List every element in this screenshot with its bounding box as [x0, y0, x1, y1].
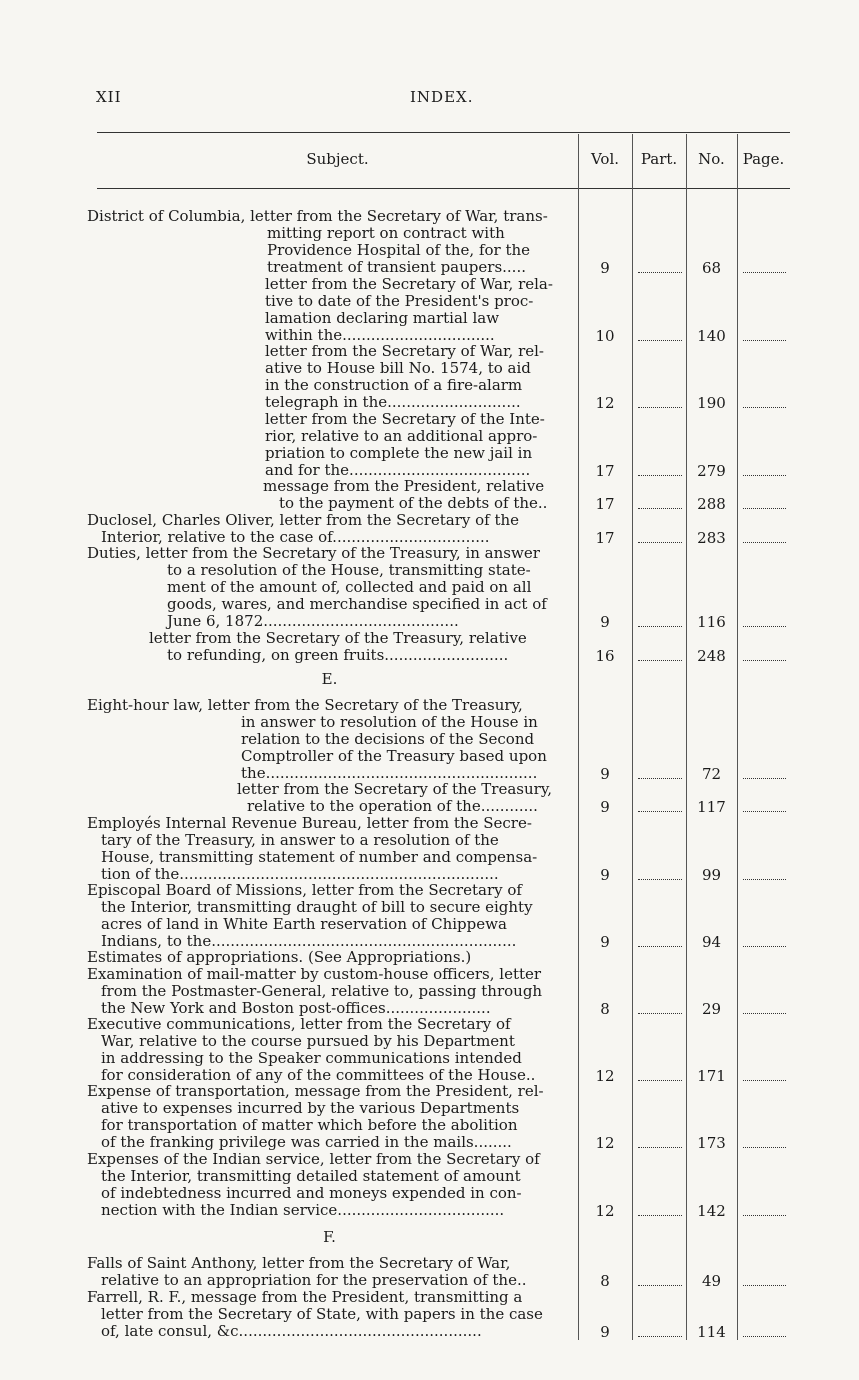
entry-line: rior, relative to an additional appro-: [265, 428, 538, 445]
entry-line: ative to expenses incurred by the various Departments: [101, 1100, 520, 1117]
entry-line: the Interior, transmitting draught of bill to secure eighty: [101, 899, 533, 916]
index-entry: [87, 208, 572, 276]
dot-leader: [743, 406, 786, 408]
entry-line: priation to complete the new jail in: [265, 445, 533, 462]
entry-line: June 6, 1872.........................................: [167, 613, 459, 630]
dot-leader: [743, 945, 786, 947]
dot-leader: [638, 810, 682, 812]
dot-leader: [743, 1335, 786, 1337]
dot-leader: [743, 878, 786, 880]
index-entry: [87, 545, 572, 630]
entry-line: to the payment of the debts of the..: [279, 495, 548, 512]
entry-line: message from the President, relative: [263, 478, 545, 495]
dot-leader: [638, 406, 682, 408]
entry-line: Interior, relative to the case of.................................: [101, 529, 490, 546]
dot-leader: [743, 474, 786, 476]
index-entry: [87, 478, 572, 512]
entry-line: Duclosel, Charles Oliver, letter from the Secretary of the: [87, 512, 520, 529]
dot-leader: [743, 271, 786, 273]
entry-line: in the construction of a fire-alarm: [265, 377, 523, 394]
vol-value: 12: [595, 1067, 615, 1085]
dot-leader: [638, 271, 682, 273]
index-entry: [87, 1255, 572, 1289]
entry-line: mitting report on contract with: [267, 225, 505, 242]
entry-line: in addressing to the Speaker communications intended: [101, 1050, 522, 1067]
entry-line: relative to the operation of the............: [247, 798, 538, 815]
entry-line: telegraph in the............................: [265, 394, 521, 411]
dot-leader: [638, 1284, 682, 1286]
index-entry: [87, 882, 572, 950]
dot-leader: [743, 339, 786, 341]
vol-value: 17: [595, 462, 615, 480]
no-value: 114: [697, 1323, 726, 1341]
dot-leader: [743, 659, 786, 661]
entry-line: relation to the decisions of the Second: [241, 731, 535, 748]
no-value: 142: [697, 1202, 726, 1220]
vol-value: 9: [600, 613, 610, 631]
section-letter: E.: [321, 670, 338, 688]
vol-value: 12: [595, 1134, 615, 1152]
no-value: 29: [701, 1000, 722, 1018]
vol-value: 10: [595, 327, 615, 345]
entry-line: letter from the Secretary of War, rela-: [265, 276, 553, 293]
vol-value: 9: [600, 933, 610, 951]
entry-line: letter from the Secretary of the Treasury, relative: [149, 630, 527, 647]
vol-value: 9: [600, 765, 610, 783]
entry-line: to a resolution of the House, transmitting state-: [167, 562, 531, 579]
dot-leader: [638, 777, 682, 779]
entry-line: for consideration of any of the committees of the House..: [101, 1067, 536, 1084]
entry-line: of the franking privilege was carried in the mails........: [101, 1134, 512, 1151]
column-divider: [686, 134, 687, 1340]
dot-leader: [743, 1012, 786, 1014]
entry-line: the.........................................................: [241, 765, 538, 782]
column-header-no: No.: [698, 150, 725, 168]
dot-leader: [638, 878, 682, 880]
column-header-page: Page.: [742, 150, 785, 168]
section-letter: F.: [323, 1228, 336, 1246]
vol-value: 12: [595, 394, 615, 412]
dot-leader: [743, 1079, 786, 1081]
column-divider: [578, 134, 579, 1340]
entry-line: within the................................: [265, 327, 495, 344]
column-divider: [632, 134, 633, 1340]
entry-line: ative to House bill No. 1574, to aid: [265, 360, 531, 377]
column-header-vol: Vol.: [590, 150, 620, 168]
vol-value: 12: [595, 1202, 615, 1220]
dot-leader: [638, 625, 682, 627]
dot-leader: [638, 474, 682, 476]
entry-line: Expense of transportation, message from the President, rel-: [87, 1083, 544, 1100]
index-entry: [87, 781, 572, 815]
entry-line: the Interior, transmitting detailed statement of amount: [101, 1168, 521, 1185]
vol-value: 9: [600, 798, 610, 816]
index-entry: [87, 1289, 572, 1340]
index-entry: [87, 630, 572, 664]
dot-leader: [638, 1012, 682, 1014]
entry-line: District of Columbia, letter from the Secretary of War, trans-: [87, 208, 548, 225]
index-entry: [87, 1083, 572, 1151]
entry-line: of indebtedness incurred and moneys expended in con-: [101, 1185, 522, 1202]
index-entry: [87, 949, 572, 966]
entry-line: to refunding, on green fruits..........................: [167, 647, 509, 664]
entry-line: acres of land in White Earth reservation of Chippewa: [101, 916, 507, 933]
table-top-rule: [97, 132, 790, 133]
entry-line: letter from the Secretary of State, with papers in the case: [101, 1306, 543, 1323]
no-value: 190: [697, 394, 726, 412]
entry-line: tion of the...................................................................: [101, 866, 499, 883]
index-entry: [87, 1151, 572, 1219]
entry-line: Estimates of appropriations. (See Appropriations.): [87, 949, 472, 966]
dot-leader: [743, 507, 786, 509]
entry-line: Comptroller of the Treasury based upon: [241, 748, 547, 765]
no-value: 140: [697, 327, 726, 345]
vol-value: 9: [600, 259, 610, 277]
dot-leader: [638, 507, 682, 509]
entry-line: Providence Hospital of the, for the: [267, 242, 531, 259]
entry-line: Employés Internal Revenue Bureau, letter from the Secre-: [87, 815, 532, 832]
entry-line: War, relative to the course pursued by his Department: [101, 1033, 515, 1050]
index-entry: [87, 815, 572, 883]
index-entry: [87, 697, 572, 782]
dot-leader: [743, 777, 786, 779]
dot-leader: [638, 659, 682, 661]
dot-leader: [743, 541, 786, 543]
entry-line: the New York and Boston post-offices......................: [101, 1000, 491, 1017]
vol-value: 8: [600, 1272, 610, 1290]
entry-line: treatment of transient paupers.....: [267, 259, 526, 276]
entry-line: letter from the Secretary of the Inte-: [265, 411, 545, 428]
entry-line: Duties, letter from the Secretary of the Treasury, in answer: [87, 545, 540, 562]
dot-leader: [638, 1335, 682, 1337]
no-value: 288: [697, 495, 726, 513]
no-value: 94: [701, 933, 722, 951]
entry-line: Episcopal Board of Missions, letter from the Secretary of: [87, 882, 522, 899]
entry-line: Indians, to the................................................................: [101, 933, 517, 950]
no-value: 279: [697, 462, 726, 480]
no-value: 72: [701, 765, 722, 783]
entry-line: letter from the Secretary of War, rel-: [265, 343, 544, 360]
dot-leader: [638, 1079, 682, 1081]
entry-line: in answer to resolution of the House in: [241, 714, 538, 731]
dot-leader: [743, 625, 786, 627]
index-entry: [87, 512, 572, 546]
column-divider: [737, 134, 738, 1340]
entry-line: Eight-hour law, letter from the Secretary of the Treasury,: [87, 697, 523, 714]
column-header-part: Part.: [640, 150, 678, 168]
entry-line: nection with the Indian service...................................: [101, 1202, 505, 1219]
entry-line: letter from the Secretary of the Treasury,: [237, 781, 553, 798]
entry-line: Farrell, R. F., message from the President, transmitting a: [87, 1289, 523, 1306]
entry-line: Examination of mail-matter by custom-house officers, letter: [87, 966, 542, 983]
page-title: INDEX.: [410, 88, 474, 106]
entry-line: tive to date of the President's proc-: [265, 293, 534, 310]
entry-line: relative to an appropriation for the preservation of the..: [101, 1272, 527, 1289]
entry-line: for transportation of matter which before the abolition: [101, 1117, 518, 1134]
index-entry: [87, 1016, 572, 1084]
entry-line: ment of the amount of, collected and paid on all: [167, 579, 532, 596]
entry-line: and for the......................................: [265, 462, 531, 479]
no-value: 117: [697, 798, 726, 816]
index-entry: [87, 276, 572, 344]
dot-leader: [743, 1284, 786, 1286]
no-value: 68: [701, 259, 722, 277]
entry-line: Falls of Saint Anthony, letter from the Secretary of War,: [87, 1255, 511, 1272]
page-number: XII: [96, 88, 122, 106]
no-value: 99: [701, 866, 722, 884]
index-entry: [87, 343, 572, 411]
vol-value: 9: [600, 866, 610, 884]
column-header-subject: Subject.: [306, 150, 369, 168]
no-value: 49: [701, 1272, 722, 1290]
vol-value: 17: [595, 495, 615, 513]
entry-line: tary of the Treasury, in answer to a resolution of the: [101, 832, 499, 849]
entry-line: goods, wares, and merchandise specified in act of: [167, 596, 547, 613]
index-entry: [87, 411, 572, 479]
entry-line: House, transmitting statement of number and compensa-: [101, 849, 538, 866]
dot-leader: [743, 1214, 786, 1216]
vol-value: 8: [600, 1000, 610, 1018]
index-entry: [87, 966, 572, 1017]
entry-line: lamation declaring martial law: [265, 310, 500, 327]
entry-line: of, late consul, &c...................................................: [101, 1323, 482, 1340]
dot-leader: [743, 810, 786, 812]
dot-leader: [638, 541, 682, 543]
vol-value: 17: [595, 529, 615, 547]
dot-leader: [638, 945, 682, 947]
dot-leader: [743, 1146, 786, 1148]
vol-value: 16: [595, 647, 615, 665]
dot-leader: [638, 1214, 682, 1216]
entry-line: Executive communications, letter from the Secretary of: [87, 1016, 511, 1033]
dot-leader: [638, 1146, 682, 1148]
entry-line: Expenses of the Indian service, letter from the Secretary of: [87, 1151, 540, 1168]
vol-value: 9: [600, 1323, 610, 1341]
no-value: 171: [697, 1067, 726, 1085]
no-value: 116: [697, 613, 726, 631]
dot-leader: [638, 339, 682, 341]
no-value: 283: [697, 529, 726, 547]
no-value: 173: [697, 1134, 726, 1152]
no-value: 248: [697, 647, 726, 665]
entry-line: from the Postmaster-General, relative to, passing through: [101, 983, 543, 1000]
